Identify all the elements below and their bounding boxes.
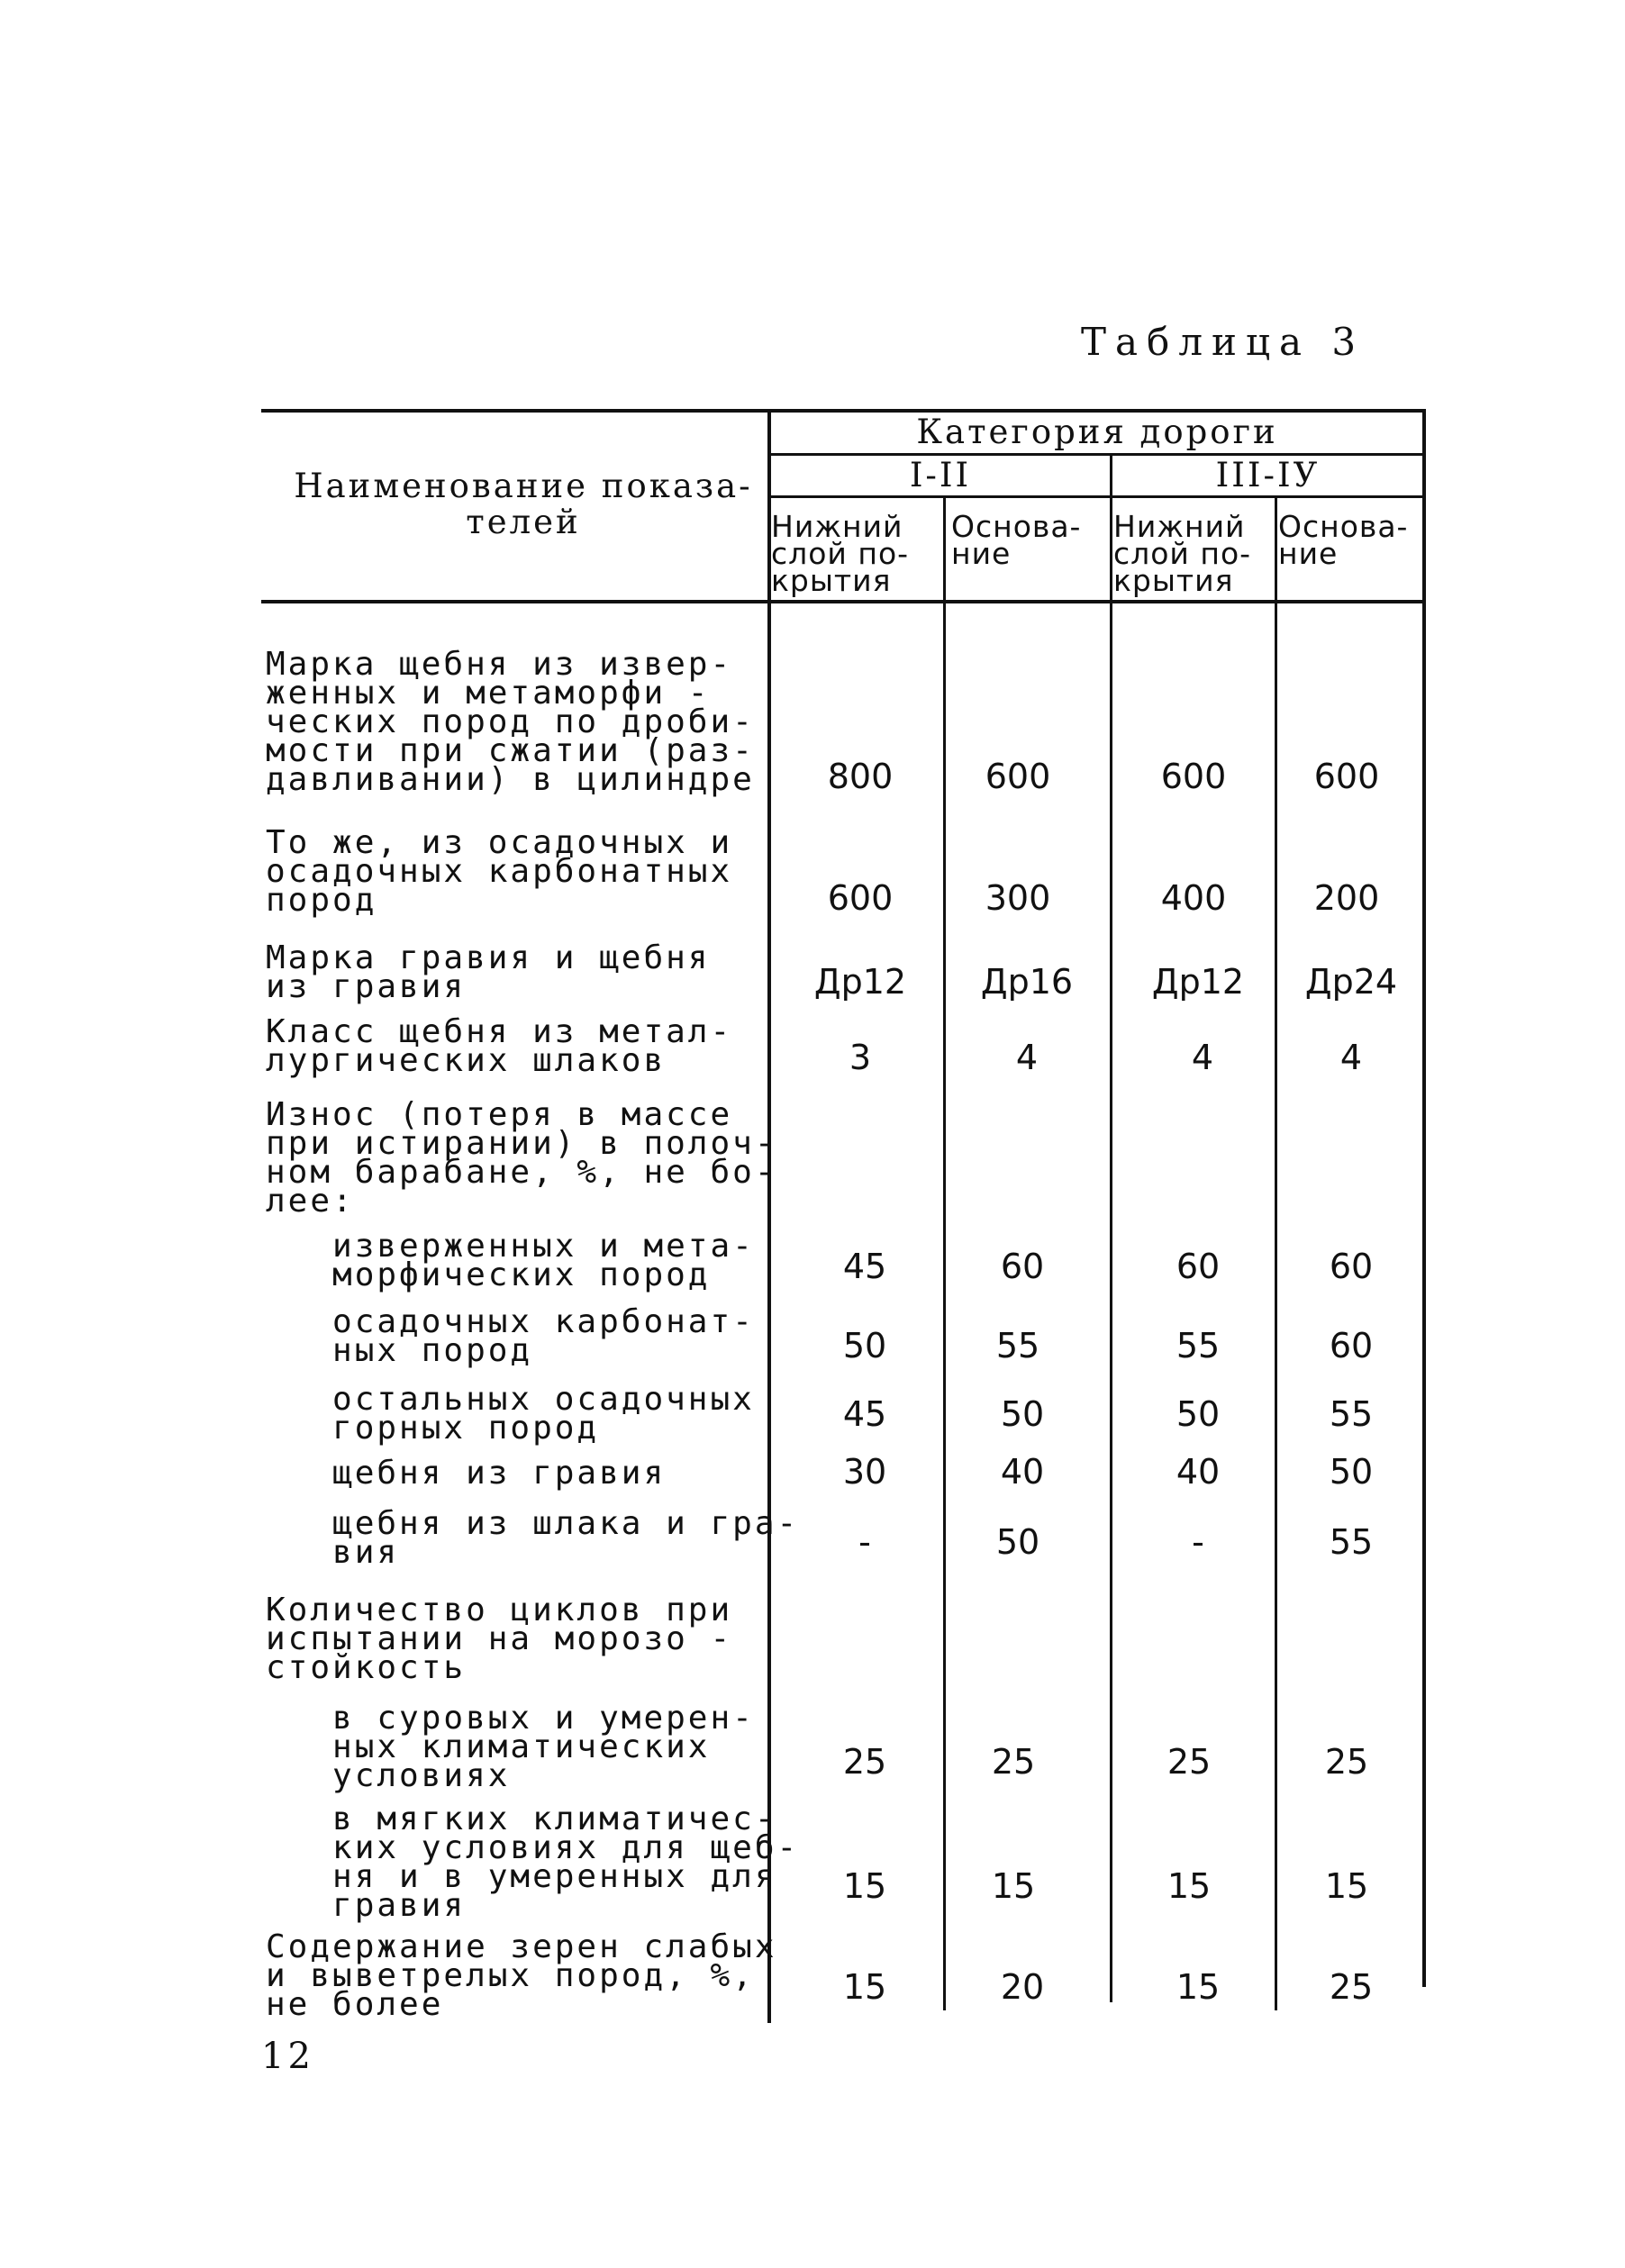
row-label: щебня из гравия xyxy=(266,1455,667,1492)
table-cell: 60 xyxy=(1329,1326,1374,1365)
table-cell: 15 xyxy=(1176,1967,1221,2007)
table-title: Таблица 3 xyxy=(1081,320,1366,364)
table-cell: 20 xyxy=(1000,1967,1045,2007)
col-divider-4 xyxy=(1275,497,1277,2010)
header-bottom-rule xyxy=(261,600,1425,603)
table-cell: - xyxy=(858,1522,871,1562)
row-label: Марка щебня из извер- женных и метаморфи - ческих пород по дроби- мости при сжатии (раз- давливании) в цилиндре xyxy=(266,646,755,798)
row-label: в суровых и умерен- ных климатических условиях xyxy=(332,1700,755,1794)
table-cell: 50 xyxy=(1000,1394,1045,1434)
table-cell: 300 xyxy=(985,878,1051,918)
row-label: осадочных карбонат- ных пород xyxy=(332,1303,755,1369)
table-cell: - xyxy=(1192,1522,1204,1562)
table-cell: 200 xyxy=(1313,878,1380,918)
header-subcol-2: Основа- ние xyxy=(951,509,1082,571)
row-label: щебня из шлака и гра- вия xyxy=(332,1505,800,1571)
table-cell: 25 xyxy=(991,1742,1036,1782)
table-cell: 55 xyxy=(1176,1326,1221,1365)
table-cell: 400 xyxy=(1160,878,1227,918)
table-cell: 4 xyxy=(1191,1038,1214,1077)
row-label: Содержание зерен слабых и выветрелых пород, %, не более xyxy=(266,1928,777,2023)
row-label: То же, из осадочных и осадочных карбонатных пород xyxy=(266,824,733,919)
table-cell: 55 xyxy=(1329,1394,1374,1434)
table-cell: 600 xyxy=(985,757,1051,796)
table-cell: 30 xyxy=(842,1452,887,1492)
row-label: Количество циклов при испытании на морозо - стойкость xyxy=(266,1592,733,1686)
table-cell: 55 xyxy=(995,1326,1040,1365)
row-label: изверженных и мета- морфических пород xyxy=(332,1228,755,1293)
table-cell: 3 xyxy=(849,1038,872,1077)
header-group-1: I-II xyxy=(909,456,972,494)
table-cell: 600 xyxy=(1160,757,1227,796)
table-cell: 25 xyxy=(1329,1967,1374,2007)
table-cell: 45 xyxy=(842,1247,887,1286)
col-divider-2 xyxy=(943,497,946,2010)
table-cell: Др24 xyxy=(1304,962,1398,1002)
header-subcol-1: Нижний слой по- крытия xyxy=(771,509,910,598)
table-cell: 600 xyxy=(827,878,894,918)
row-label: Износ (потеря в массе при истирании) в полоч- ном барабане, %, не бо- лее: xyxy=(266,1096,777,1220)
table-cell: Др12 xyxy=(813,962,907,1002)
table-cell: 15 xyxy=(1167,1866,1212,1906)
category-rule xyxy=(767,453,1423,456)
table-cell: Др12 xyxy=(1151,962,1245,1002)
row-label: остальных осадочных горных пород xyxy=(332,1381,755,1447)
row-label: Марка гравия и щебня из гравия xyxy=(266,939,711,1005)
table-cell: 45 xyxy=(842,1394,887,1434)
row-label: Класс щебня из метал- лургических шлаков xyxy=(266,1013,733,1079)
header-group-2: III-IУ xyxy=(1215,456,1321,494)
table-cell: 4 xyxy=(1339,1038,1363,1077)
col-divider-1 xyxy=(767,409,771,2023)
table-cell: 55 xyxy=(1329,1522,1374,1562)
header-subcol-4: Основа- ние xyxy=(1278,509,1409,571)
group-rule xyxy=(767,495,1423,498)
header-category: Категория дороги xyxy=(916,413,1278,451)
table-cell: 60 xyxy=(1000,1247,1045,1286)
table-cell: 4 xyxy=(1015,1038,1039,1077)
table-cell: 25 xyxy=(842,1742,887,1782)
table-cell: 50 xyxy=(842,1326,887,1365)
col-divider-3 xyxy=(1110,453,1112,2002)
table-cell: 15 xyxy=(842,1866,887,1906)
table-cell: 800 xyxy=(827,757,894,796)
table-cell: 15 xyxy=(991,1866,1036,1906)
table-cell: 600 xyxy=(1313,757,1380,796)
col-divider-5 xyxy=(1422,409,1426,1987)
table-cell: 15 xyxy=(842,1967,887,2007)
table-cell: 40 xyxy=(1000,1452,1045,1492)
table-cell: 40 xyxy=(1176,1452,1221,1492)
row-label: в мягких климатичес- ких условиях для щеб- ня и в умеренных для гравия xyxy=(332,1801,800,1924)
table-cell: 50 xyxy=(995,1522,1040,1562)
table-cell: 15 xyxy=(1324,1866,1369,1906)
header-name-column: Наименование показа- телей xyxy=(294,467,753,541)
page-number: 12 xyxy=(261,2036,314,2077)
table-cell: 25 xyxy=(1167,1742,1212,1782)
table-cell: 50 xyxy=(1176,1394,1221,1434)
table-cell: 25 xyxy=(1324,1742,1369,1782)
table-cell: Др16 xyxy=(980,962,1074,1002)
table-cell: 50 xyxy=(1329,1452,1374,1492)
table-cell: 60 xyxy=(1329,1247,1374,1286)
header-subcol-3: Нижний слой по- крытия xyxy=(1113,509,1252,598)
table-cell: 60 xyxy=(1176,1247,1221,1286)
